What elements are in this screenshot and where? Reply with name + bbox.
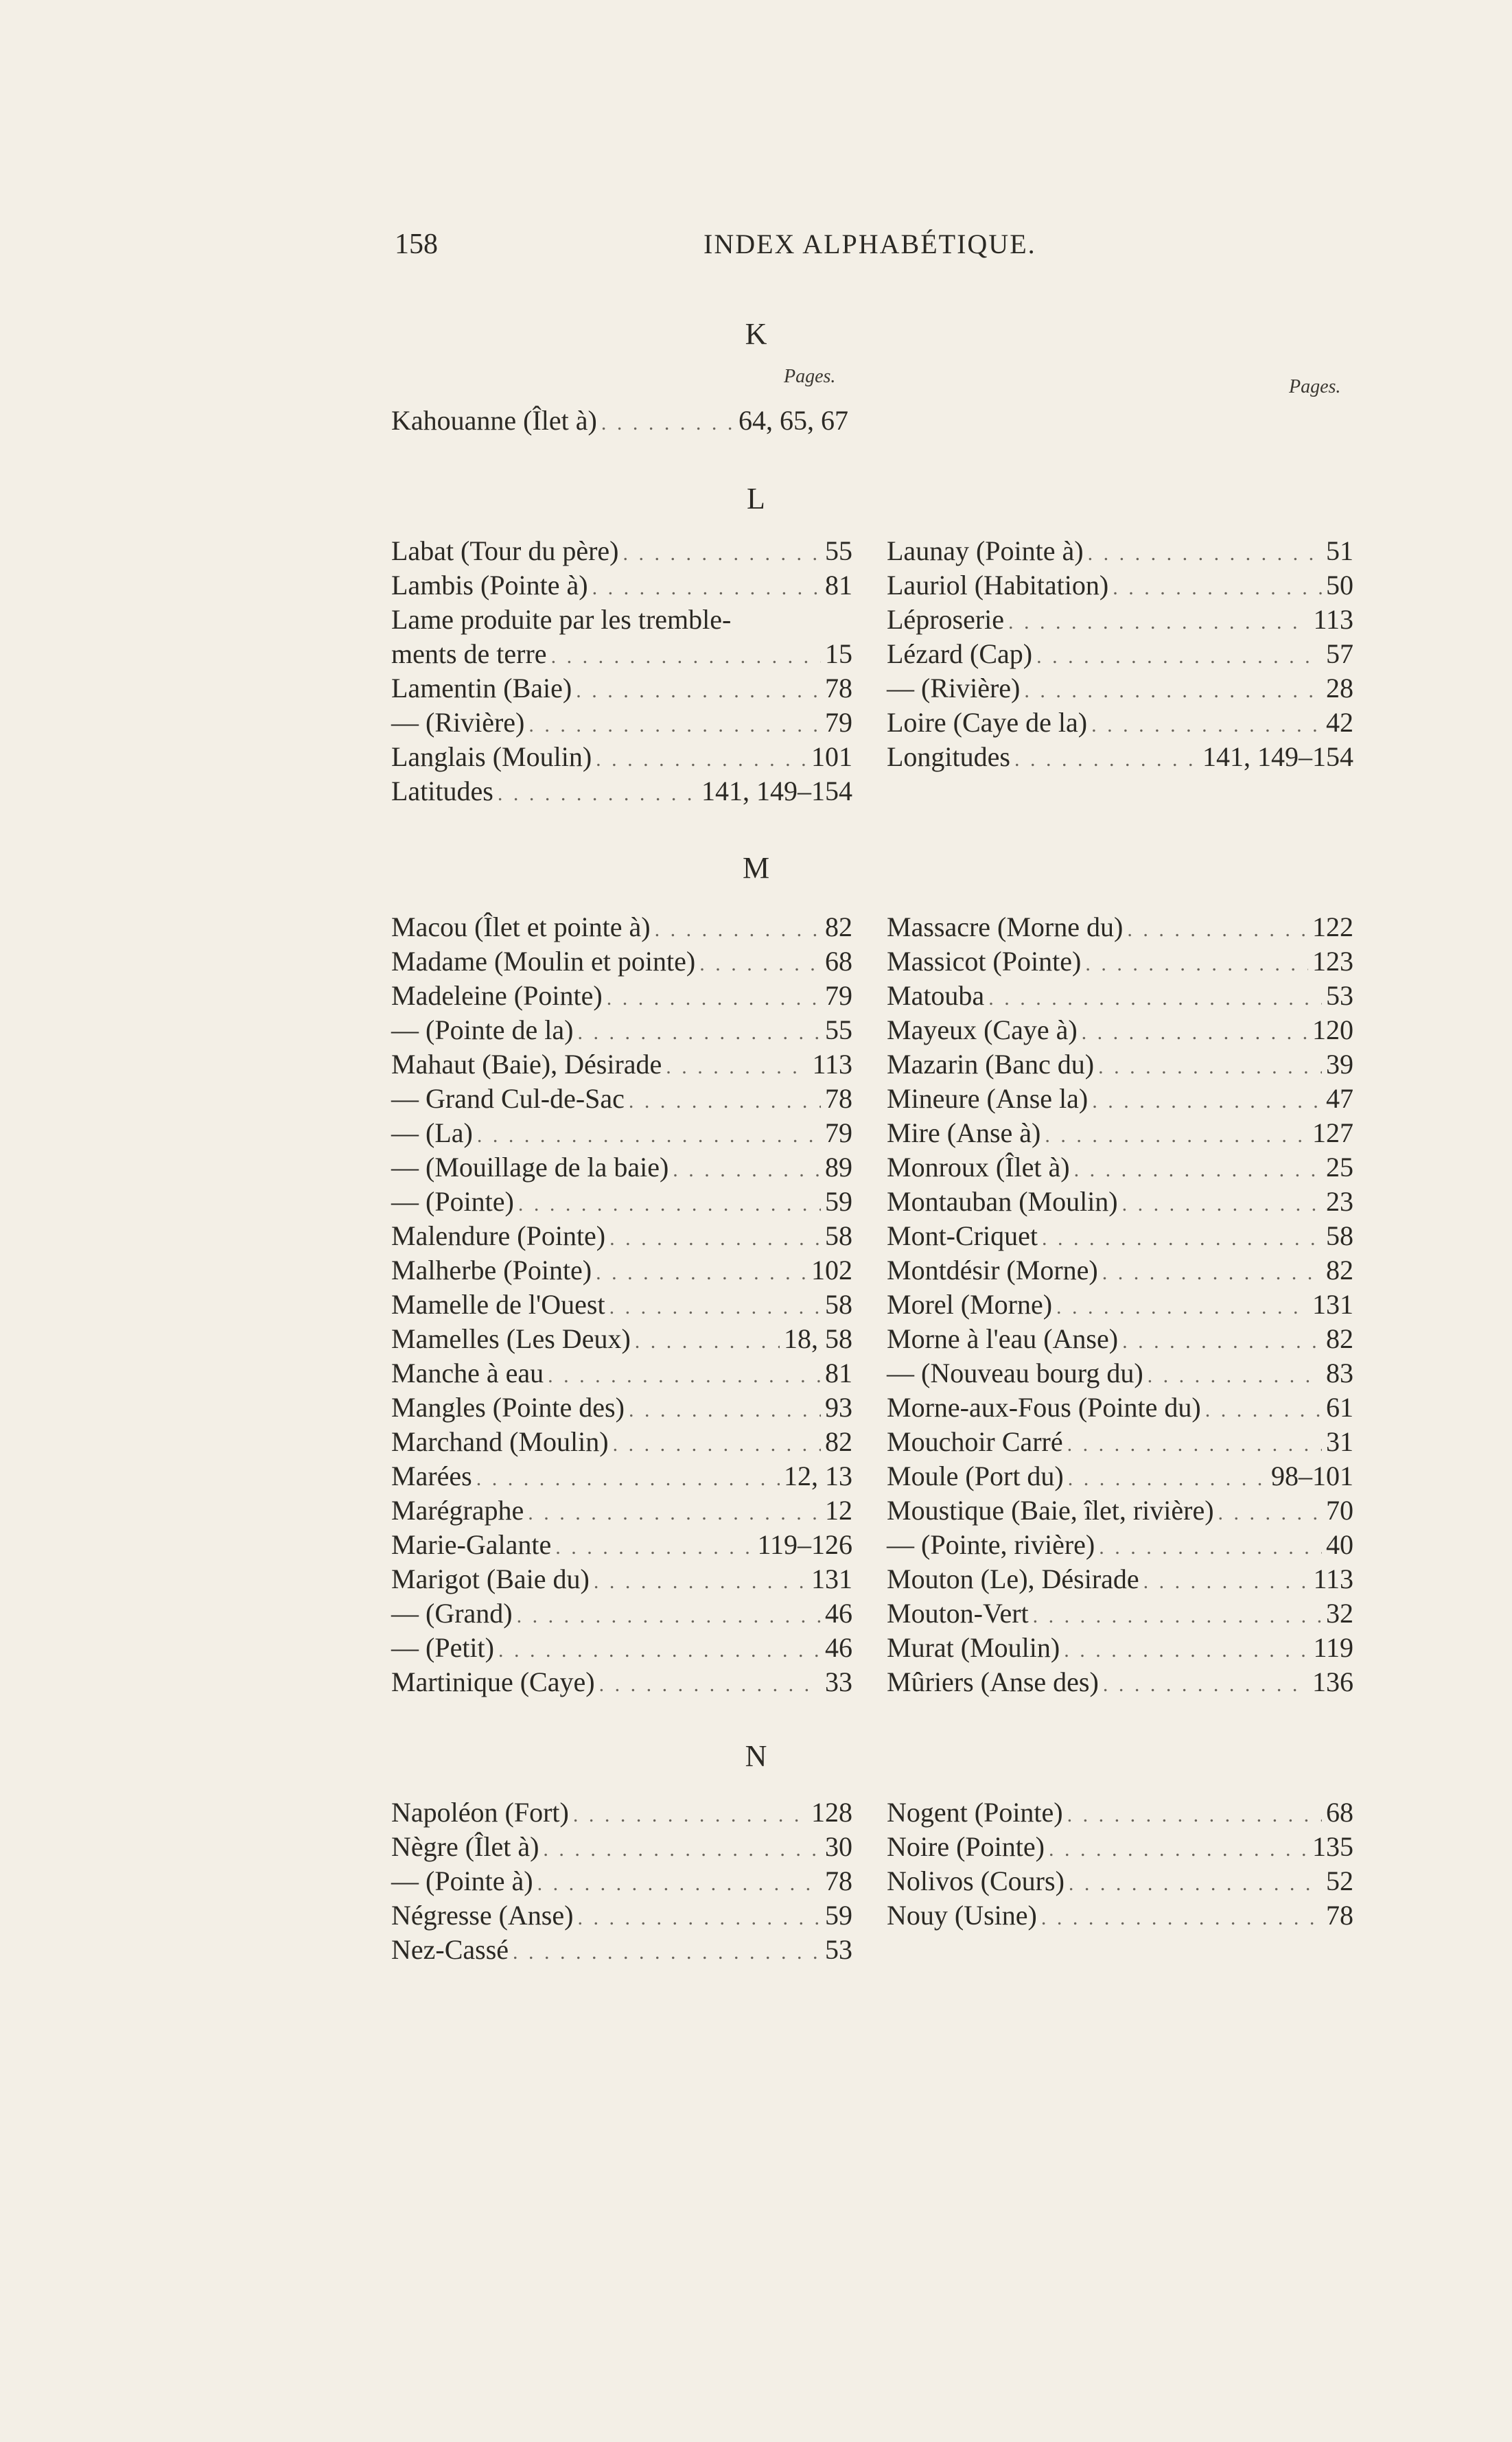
entry-name: Nègre (Îlet à): [391, 1831, 539, 1862]
entry-pages: 141, 149–154: [701, 776, 852, 806]
index-entry: [391, 1795, 852, 1830]
leader-dots: [1148, 1359, 1322, 1393]
entry-pages: 50: [1326, 570, 1353, 601]
leader-dots: [555, 1531, 753, 1565]
index-entry: [887, 910, 1353, 944]
entry-pages: 39: [1326, 1049, 1353, 1080]
index-entry: [887, 1253, 1353, 1288]
section-letter-n: N: [745, 1739, 767, 1773]
entry-pages: 46: [825, 1598, 852, 1629]
entry-name: Marigot (Baie du): [391, 1563, 590, 1594]
entry-pages: 78: [1326, 1900, 1353, 1931]
index-entry: [391, 1013, 852, 1047]
entry-name: Marées: [391, 1461, 472, 1491]
index-entry: [887, 1665, 1353, 1699]
entry-pages: 82: [825, 911, 852, 942]
entry-pages: 70: [1326, 1495, 1353, 1526]
index-entry: [887, 568, 1353, 603]
leader-dots: [1074, 1153, 1322, 1187]
entry-name: Lambis (Pointe à): [391, 570, 588, 601]
index-entry: [887, 1185, 1353, 1219]
index-entry: [391, 1288, 852, 1322]
entry-pages: 119–126: [757, 1529, 852, 1560]
entry-pages: 82: [1326, 1323, 1353, 1354]
entry-name: — (Pointe, rivière): [887, 1529, 1095, 1560]
leader-dots: [599, 1668, 821, 1702]
entry-name: Lézard (Cap): [887, 638, 1033, 669]
entry-pages: 81: [825, 1358, 852, 1388]
index-entry: [391, 1219, 852, 1253]
leader-dots: [1082, 1016, 1308, 1050]
section-k-left-column: [391, 404, 848, 438]
entry-name: Malendure (Pointe): [391, 1220, 606, 1251]
leader-dots: [1042, 1222, 1322, 1256]
entry-name: Longitudes: [887, 741, 1010, 772]
leader-dots: [1064, 1633, 1309, 1668]
entry-name: — (La): [391, 1117, 473, 1148]
entry-name: Kahouanne (Îlet à): [391, 405, 597, 436]
index-entry: [391, 568, 852, 603]
entry-pages: 18, 58: [784, 1323, 852, 1354]
index-entry: [887, 1391, 1353, 1425]
index-entry: [391, 603, 852, 637]
leader-dots: [1067, 1798, 1322, 1833]
section-m-right-column: [887, 910, 1353, 1699]
entry-name: Moule (Port du): [887, 1461, 1064, 1491]
index-entry: [391, 774, 852, 809]
leader-dots: [699, 947, 821, 981]
entry-pages: 23: [1326, 1186, 1353, 1217]
leader-dots: [609, 1290, 821, 1325]
index-entry: [887, 740, 1353, 774]
running-title: INDEX ALPHABÉTIQUE.: [703, 229, 1036, 259]
leader-dots: [577, 1901, 821, 1935]
section-letter-l: L: [747, 482, 765, 515]
entry-name: Labat (Tour du père): [391, 535, 619, 566]
index-entry: [887, 706, 1353, 740]
index-entry: [887, 637, 1353, 671]
entry-name: Mire (Anse à): [887, 1117, 1041, 1148]
entry-name: Mineure (Anse la): [887, 1083, 1089, 1114]
entry-name: Malherbe (Pointe): [391, 1255, 592, 1286]
entry-name: Madame (Moulin et pointe): [391, 946, 696, 977]
index-entry: [887, 944, 1353, 979]
leader-dots: [1041, 1901, 1322, 1935]
index-entry: [887, 1013, 1353, 1047]
leader-dots: [609, 1222, 821, 1256]
entry-pages: 113: [1313, 1563, 1353, 1594]
leader-dots: [673, 1153, 821, 1187]
entry-name: Mangles (Pointe des): [391, 1392, 625, 1423]
index-entry: [887, 534, 1353, 568]
index-entry: [391, 671, 852, 706]
index-entry: [391, 944, 852, 979]
section-l-left-column: [391, 534, 852, 809]
leader-dots: [1068, 1462, 1267, 1496]
leader-dots: [573, 1798, 807, 1833]
index-entry: [887, 1493, 1353, 1528]
entry-pages: 61: [1326, 1392, 1353, 1423]
entry-name: Massacre (Morne du): [887, 911, 1124, 942]
entry-name: Moustique (Baie, îlet, rivière): [887, 1495, 1214, 1526]
entry-pages: 28: [1326, 673, 1353, 703]
leader-dots: [1113, 571, 1322, 605]
entry-pages: 127: [1312, 1117, 1353, 1148]
entry-name: Mouton-Vert: [887, 1598, 1029, 1629]
index-entry: [391, 1898, 852, 1933]
section-n-left-column: [391, 1795, 852, 1967]
entry-name: Lame produite par les tremble-: [391, 604, 732, 635]
entry-pages: 12, 13: [784, 1461, 852, 1491]
index-entry: [391, 910, 852, 944]
leader-dots: [1205, 1393, 1322, 1428]
leader-dots: [578, 1016, 822, 1050]
index-entry: [391, 534, 852, 568]
entry-pages: 31: [1326, 1426, 1353, 1457]
leader-dots: [477, 1119, 821, 1153]
leader-dots: [1143, 1565, 1310, 1599]
entry-pages: 78: [825, 673, 852, 703]
entry-pages: 93: [825, 1392, 852, 1423]
leader-dots: [594, 1565, 807, 1599]
entry-pages: 79: [825, 707, 852, 738]
leader-dots: [596, 743, 807, 777]
leader-dots: [1085, 947, 1308, 981]
leader-dots: [498, 777, 697, 811]
leader-dots: [601, 406, 734, 441]
leader-dots: [1122, 1325, 1322, 1359]
leader-dots: [518, 1187, 821, 1222]
index-entry: [887, 1596, 1353, 1631]
entry-pages: 58: [825, 1289, 852, 1320]
index-entry: [391, 1665, 852, 1699]
section-l-right-column: [887, 534, 1353, 774]
entry-name: Négresse (Anse): [391, 1900, 574, 1931]
leader-dots: [1036, 640, 1322, 674]
entry-pages: 102: [811, 1255, 852, 1286]
entry-pages: 55: [825, 1014, 852, 1045]
index-entry: [887, 1116, 1353, 1150]
entry-name: Noire (Pointe): [887, 1831, 1045, 1862]
entry-name: — (Grand): [391, 1598, 513, 1629]
entry-name: Mont-Criquet: [887, 1220, 1038, 1251]
entry-name: Marchand (Moulin): [391, 1426, 609, 1457]
leader-dots: [1092, 1084, 1322, 1119]
entry-pages: 128: [811, 1797, 852, 1828]
entry-pages: 113: [1313, 604, 1353, 635]
entry-name: Montdésir (Morne): [887, 1255, 1098, 1286]
leader-dots: [513, 1935, 821, 1970]
index-entry: [887, 1082, 1353, 1116]
entry-name: Manche à eau: [391, 1358, 544, 1388]
index-entry: [391, 1356, 852, 1391]
leader-dots: [655, 913, 821, 947]
entry-name: Mouchoir Carré: [887, 1426, 1063, 1457]
entry-pages: 131: [811, 1563, 852, 1594]
index-entry: [887, 1830, 1353, 1864]
index-entry: [391, 706, 852, 740]
entry-pages: 119: [1313, 1632, 1353, 1663]
entry-name: Nez-Cassé: [391, 1934, 509, 1965]
leader-dots: [988, 981, 1322, 1016]
entry-pages: 59: [825, 1900, 852, 1931]
leader-dots: [517, 1599, 821, 1633]
entry-pages: 33: [825, 1666, 852, 1697]
entry-name: Morne-aux-Fous (Pointe du): [887, 1392, 1201, 1423]
entry-name: Napoléon (Fort): [391, 1797, 569, 1828]
entry-pages: 47: [1326, 1083, 1353, 1114]
leader-dots: [1103, 1668, 1308, 1702]
entry-pages: 141, 149–154: [1202, 741, 1353, 772]
leader-dots: [1049, 1833, 1308, 1867]
leader-dots: [551, 640, 821, 674]
entry-name: Nolivos (Cours): [887, 1865, 1065, 1896]
entry-name: — (Pointe de la): [391, 1014, 574, 1045]
index-entry: [391, 979, 852, 1013]
leader-dots: [1099, 1531, 1322, 1565]
index-entry: [887, 1459, 1353, 1493]
entry-pages: 25: [1326, 1152, 1353, 1183]
section-letter-k: K: [745, 317, 767, 351]
entry-name: Mamelle de l'Ouest: [391, 1289, 605, 1320]
entry-pages: 78: [825, 1083, 852, 1114]
leader-dots: [1069, 1867, 1322, 1901]
leader-dots: [1127, 913, 1308, 947]
index-entry: [391, 1933, 852, 1967]
index-entry: [391, 1493, 852, 1528]
section-m-left-column: [391, 910, 852, 1699]
index-entry: [391, 1425, 852, 1459]
entry-name: Montauban (Moulin): [887, 1186, 1118, 1217]
entry-pages: 64, 65, 67: [738, 405, 848, 436]
page-number: 158: [395, 229, 438, 260]
entry-name: Mamelles (Les Deux): [391, 1323, 631, 1354]
entry-name: — (Rivière): [887, 673, 1021, 703]
entry-name: — (Pointe): [391, 1186, 514, 1217]
entry-name: Mahaut (Baie), Désirade: [391, 1049, 662, 1080]
entry-pages: 79: [825, 980, 852, 1011]
pages-label-right: Pages.: [1289, 376, 1341, 397]
leader-dots: [548, 1359, 821, 1393]
entry-pages: 68: [825, 946, 852, 977]
entry-pages: 81: [825, 570, 852, 601]
index-entry: [391, 1562, 852, 1596]
entry-name: Latitudes: [391, 776, 493, 806]
entry-name: Morel (Morne): [887, 1289, 1053, 1320]
index-entry: [887, 1356, 1353, 1391]
index-entry: [391, 1322, 852, 1356]
entry-pages: 98–101: [1271, 1461, 1353, 1491]
section-letter-m: M: [742, 851, 770, 885]
entry-pages: 32: [1326, 1598, 1353, 1629]
entry-name: Nouy (Usine): [887, 1900, 1037, 1931]
index-entry: [391, 1528, 852, 1562]
leader-dots: [1045, 1119, 1308, 1153]
leader-dots: [1067, 1428, 1322, 1462]
leader-dots: [1088, 537, 1322, 571]
entry-name: Massicot (Pointe): [887, 946, 1082, 977]
leader-dots: [1102, 1256, 1322, 1290]
index-entry: [391, 1596, 852, 1631]
entry-pages: 42: [1326, 707, 1353, 738]
entry-pages: 59: [825, 1186, 852, 1217]
leader-dots: [613, 1428, 821, 1462]
index-entry: [391, 1047, 852, 1082]
entry-name: — (Rivière): [391, 707, 525, 738]
leader-dots: [1218, 1496, 1322, 1531]
leader-dots: [592, 571, 821, 605]
index-entry: [391, 1253, 852, 1288]
entry-pages: 58: [825, 1220, 852, 1251]
entry-name: Mazarin (Banc du): [887, 1049, 1095, 1080]
entry-name: Morne à l'eau (Anse): [887, 1323, 1119, 1354]
leader-dots: [607, 981, 821, 1016]
leader-dots: [623, 537, 821, 571]
entry-pages: 123: [1312, 946, 1353, 977]
index-entry: [887, 1528, 1353, 1562]
leader-dots: [1056, 1290, 1308, 1325]
entry-name: Loire (Caye de la): [887, 707, 1088, 738]
leader-dots: [666, 1050, 808, 1084]
entry-name: Matouba: [887, 980, 985, 1011]
entry-name: — (Mouillage de la baie): [391, 1152, 669, 1183]
entry-name: Martinique (Caye): [391, 1666, 595, 1697]
entry-pages: 53: [1326, 980, 1353, 1011]
index-entry: [887, 603, 1353, 637]
leader-dots: [1098, 1050, 1322, 1084]
index-entry: [391, 1082, 852, 1116]
index-entry: [887, 1631, 1353, 1665]
entry-pages: 131: [1312, 1289, 1353, 1320]
leader-dots: [596, 1256, 807, 1290]
entry-pages: 40: [1326, 1529, 1353, 1560]
entry-pages: 15: [825, 638, 852, 669]
entry-name: ments de terre: [391, 638, 547, 669]
entry-pages: 57: [1326, 638, 1353, 669]
entry-pages: 82: [825, 1426, 852, 1457]
entry-name: Macou (Îlet et pointe à): [391, 911, 651, 942]
leader-dots: [1024, 674, 1322, 708]
entry-pages: 101: [811, 741, 852, 772]
leader-dots: [629, 1393, 821, 1428]
entry-name: — (Petit): [391, 1632, 494, 1663]
entry-name: Léproserie: [887, 604, 1005, 635]
leader-dots: [498, 1633, 821, 1668]
section-n-right-column: [887, 1795, 1353, 1933]
entry-pages: 58: [1326, 1220, 1353, 1251]
index-entry: [391, 1830, 852, 1864]
entry-pages: 89: [825, 1152, 852, 1183]
entry-pages: 12: [825, 1495, 852, 1526]
index-entry: [887, 1898, 1353, 1933]
entry-pages: 46: [825, 1632, 852, 1663]
leader-dots: [576, 674, 821, 708]
index-entry: [887, 1288, 1353, 1322]
entry-name: Mayeux (Caye à): [887, 1014, 1078, 1045]
entry-pages: 82: [1326, 1255, 1353, 1286]
leader-dots: [543, 1833, 821, 1867]
index-entry: [887, 1322, 1353, 1356]
entry-name: Nogent (Pointe): [887, 1797, 1063, 1828]
entry-pages: 83: [1326, 1358, 1353, 1388]
leader-dots: [1091, 708, 1322, 743]
leader-dots: [476, 1462, 780, 1496]
index-entry: [391, 1391, 852, 1425]
entry-name: Langlais (Moulin): [391, 741, 592, 772]
entry-name: Lamentin (Baie): [391, 673, 572, 703]
index-entry: [887, 671, 1353, 706]
entry-pages: 68: [1326, 1797, 1353, 1828]
entry-name: — (Nouveau bourg du): [887, 1358, 1143, 1388]
entry-pages: 52: [1326, 1865, 1353, 1896]
running-head: [395, 228, 1356, 262]
leader-dots: [1033, 1599, 1322, 1633]
entry-pages: 136: [1312, 1666, 1353, 1697]
index-entry: [391, 1631, 852, 1665]
index-entry: [887, 1047, 1353, 1082]
index-entry: [391, 1864, 852, 1898]
entry-pages: 53: [825, 1934, 852, 1965]
entry-name: Marie-Galante: [391, 1529, 552, 1560]
entry-pages: 79: [825, 1117, 852, 1148]
index-entry: [887, 1150, 1353, 1185]
index-entry: [887, 1425, 1353, 1459]
entry-name: Madeleine (Pointe): [391, 980, 603, 1011]
index-entry: [887, 979, 1353, 1013]
index-entry: [391, 637, 852, 671]
index-entry: [887, 1219, 1353, 1253]
entry-name: Monroux (Îlet à): [887, 1152, 1070, 1183]
index-entry: [391, 1150, 852, 1185]
entry-pages: 78: [825, 1865, 852, 1896]
entry-name: Lauriol (Habitation): [887, 570, 1109, 601]
entry-pages: 51: [1326, 535, 1353, 566]
entry-name: Murat (Moulin): [887, 1632, 1060, 1663]
entry-pages: 113: [812, 1049, 852, 1080]
entry-pages: 120: [1312, 1014, 1353, 1045]
leader-dots: [1014, 743, 1198, 777]
entry-name: Mouton (Le), Désirade: [887, 1563, 1139, 1594]
entry-name: Mûriers (Anse des): [887, 1666, 1099, 1697]
leader-dots: [629, 1084, 821, 1119]
entry-name: Launay (Pointe à): [887, 535, 1084, 566]
leader-dots: [528, 1496, 821, 1531]
index-entry: [887, 1795, 1353, 1830]
leader-dots: [1008, 605, 1309, 640]
leader-dots: [537, 1867, 821, 1901]
entry-name: Marégraphe: [391, 1495, 524, 1526]
entry-pages: 122: [1312, 911, 1353, 942]
index-entry: [887, 1864, 1353, 1898]
index-entry: [391, 1116, 852, 1150]
index-entry: [887, 1562, 1353, 1596]
index-entry: [391, 1185, 852, 1219]
leader-dots: [1122, 1187, 1322, 1222]
entry-pages: 135: [1312, 1831, 1353, 1862]
leader-dots: [528, 708, 821, 743]
entry-pages: 30: [825, 1831, 852, 1862]
index-entry: [391, 404, 848, 438]
entry-name: — Grand Cul-de-Sac: [391, 1083, 625, 1114]
entry-pages: 55: [825, 535, 852, 566]
leader-dots: [635, 1325, 780, 1359]
entry-name: — (Pointe à): [391, 1865, 533, 1896]
index-entry: [391, 1459, 852, 1493]
pages-label-left: Pages.: [784, 366, 836, 387]
index-entry: [391, 740, 852, 774]
